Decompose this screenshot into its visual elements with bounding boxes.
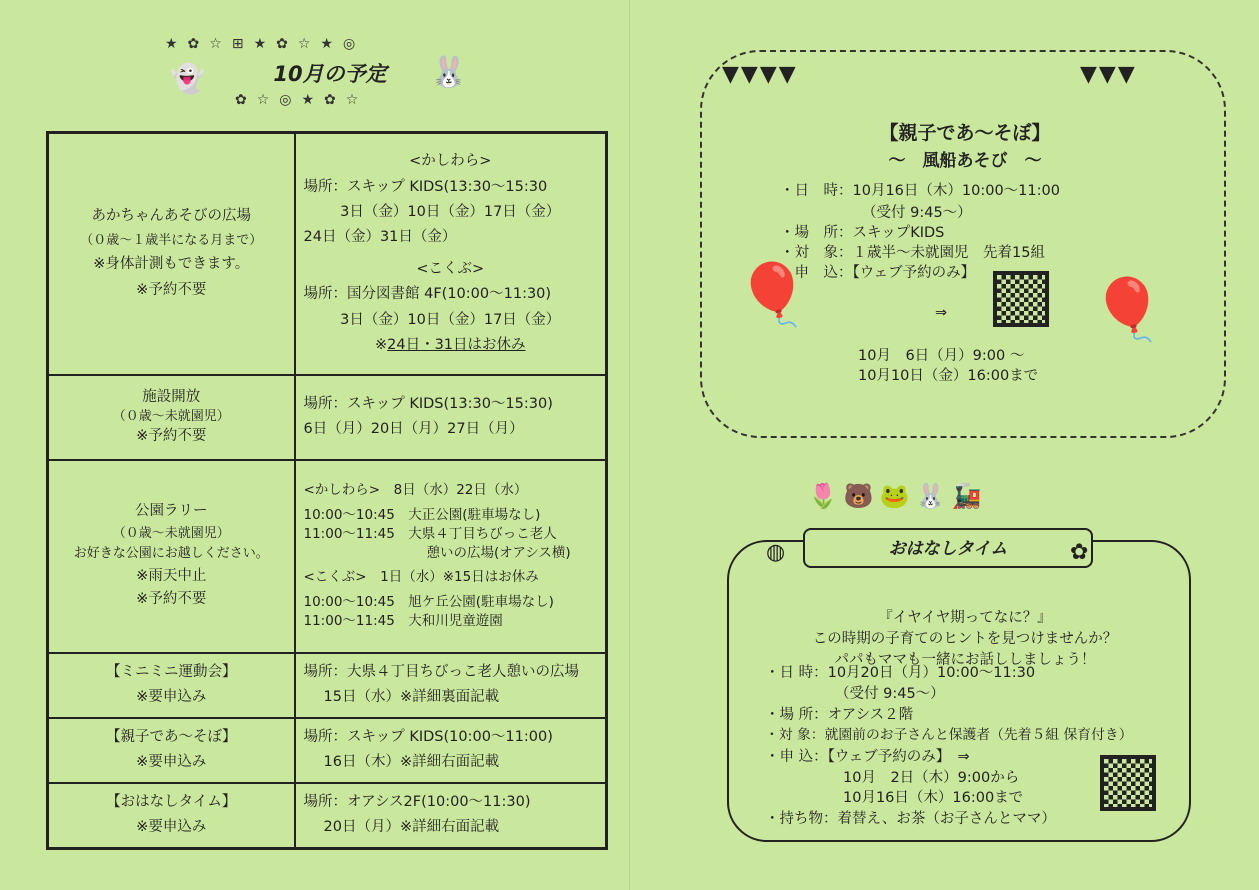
table-row [48, 375, 607, 460]
table-row [48, 718, 607, 783]
table-row [48, 133, 607, 375]
event-detail: 場所：スキップ KIDS(10:00～11:00) 16日（木）※詳細右面記載 [295, 718, 607, 783]
qr-code-ohanashi[interactable] [1100, 755, 1156, 811]
event-detail: 場所：スキップ KIDS(13:30～15:30) 6日（月）20日（月）27日（月） [295, 375, 607, 460]
bunting-right-icon: ▼▼▼ [1080, 62, 1137, 87]
bunting-left-icon: ▼▼▼▼ [722, 62, 798, 87]
halloween-decoration-bottom: ✿☆◎★✿☆ [235, 92, 369, 108]
oyako-subtitle: ～ 風船あそび ～ [888, 151, 1042, 171]
event-detail: 場所：大県４丁目ちびっこ老人憩いの広場 15日（水）※詳細裏面記載 [295, 653, 607, 718]
event-name: 公園ラリー （０歳～未就園児） お好きな公園にお越しください。 ※雨天中止 ※予約不要 [48, 460, 295, 653]
qr-code-oyako[interactable] [993, 271, 1049, 327]
orange-icon: ◍ [766, 540, 786, 565]
event-name: 施設開放 （０歳～未就園児） ※予約不要 [48, 375, 295, 460]
table-row [48, 653, 607, 718]
closed-note: 24日・31日はお休み [387, 336, 526, 353]
event-detail: 場所：オアシス2F(10:00～11:30) 20日（月）※詳細右面記載 [295, 783, 607, 849]
schedule-table [46, 131, 608, 850]
animals-decoration-icon: 🌷🐻🐸🐰🚂 [808, 482, 988, 510]
arrow-icon: ⇒ [935, 305, 948, 321]
page-fold [629, 0, 630, 890]
event-name: あかちゃんあそびの広場 （０歳～１歳半になる月まで） ※身体計測もできます。 ※予約不要 [48, 133, 295, 375]
event-name: 【おはなしタイム】 ※要申込み [48, 783, 295, 849]
bunny-pumpkin-icon: 🐰 [430, 55, 468, 90]
table-row [48, 460, 607, 653]
balloons-right-icon: 🎈 [1090, 275, 1165, 345]
event-name: 【親子であ～そぼ】 ※要申込み [48, 718, 295, 783]
ohanashi-title: おはなしタイム [803, 528, 1093, 568]
oyako-title: 【親子であ～そぼ】 [879, 122, 1051, 144]
ohanashi-intro: 『イヤイヤ期ってなに？』 この時期の子育てのヒントを見つけませんか？ パパもママも一緒にお話ししましょう！ [812, 610, 1118, 669]
event-detail: <かしわら> 8日（水）22日（水） 10:00～10:45 大正公園(駐車場なし) 11:00～11:45 大県４丁目ちびっこ老人 憩いの広場(オアシス横) <こくぶ> 1日（水）※15日はお休み 10:00～10:45 旭ケ丘公園(駐車場なし) 11:00～11:45 大和川児童遊園 [295, 460, 607, 653]
page-title: 10月の予定 [273, 62, 387, 86]
table-row [48, 783, 607, 849]
event-detail: <かしわら> 場所：スキップ KIDS(13:30～15:30 3日（金）10日（金）17日（金） 24日（金）31日（金） <こくぶ> 場所：国分図書館 4F(10:00～11:30) 3日（金）10日（金）17日（金） ※24日・31日はお休み [295, 133, 607, 375]
ghost-icon: 👻 [170, 62, 205, 95]
flower-icon: ✿ [1070, 540, 1089, 565]
halloween-decoration-top: ★✿☆⊞★✿☆★◎ [165, 36, 366, 52]
balloons-left-icon: 🎈 [735, 260, 810, 330]
event-name: 【ミニミニ運動会】 ※要申込み [48, 653, 295, 718]
